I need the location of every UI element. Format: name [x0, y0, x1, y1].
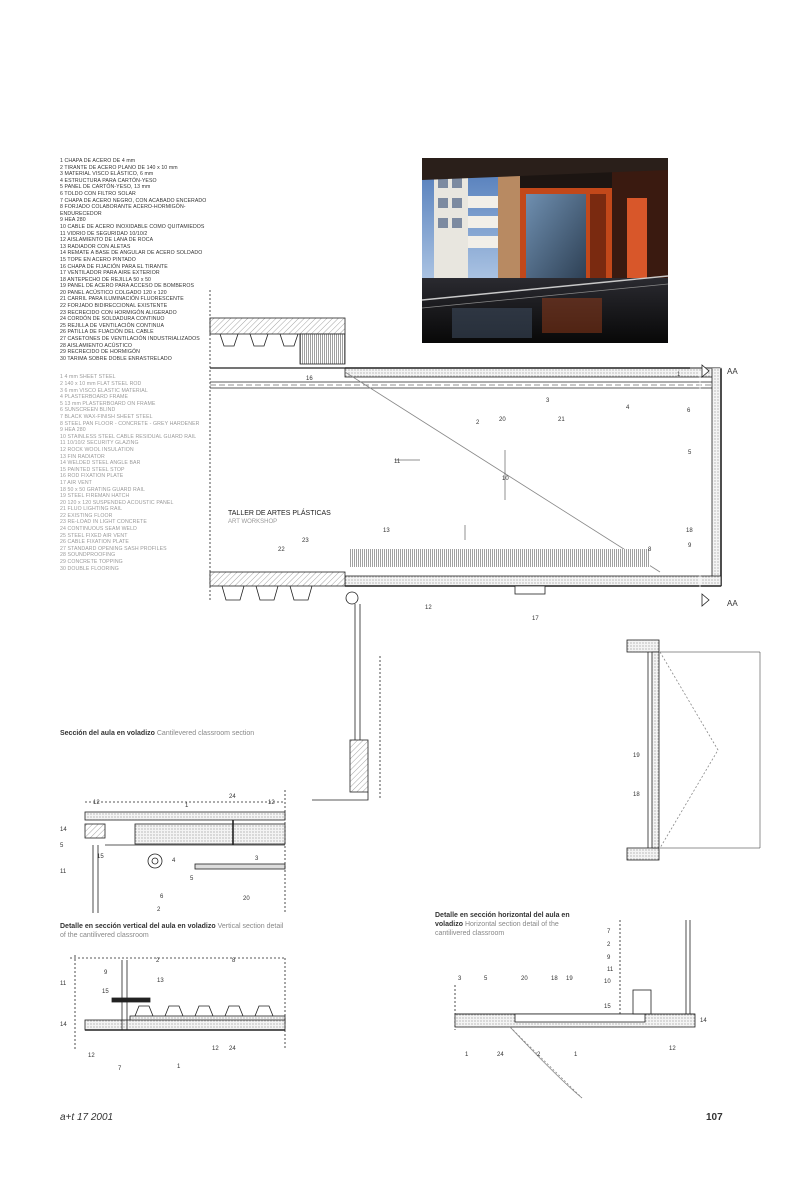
callout: 2: [537, 1052, 541, 1058]
callout: 15: [97, 854, 104, 860]
section-caption: [60, 729, 320, 738]
callout: 3: [255, 856, 259, 862]
legend-item: 27 CASETONES DE VENTILACIÓN INDUSTRIALIZADOS: [60, 336, 200, 343]
legend-item: 6 SUNSCREEN BLIND: [60, 407, 116, 414]
legend-item: 1 CHAPA DE ACERO DE 4 mm: [60, 158, 136, 164]
callout: 19: [566, 976, 573, 982]
callout: 24: [229, 794, 236, 800]
callout: 18: [633, 792, 640, 798]
callout: 10: [604, 979, 611, 985]
caption-spanish: Sección del aula en voladizo: [60, 730, 155, 737]
callout: 11: [60, 981, 67, 987]
section-mark-bottom: AA: [727, 599, 738, 608]
callout: 8: [648, 547, 652, 553]
callout: 2: [157, 907, 161, 913]
callout: 7: [118, 1066, 122, 1072]
legend-item: 17 AIR VENT: [60, 479, 92, 486]
callout: 1: [574, 1052, 578, 1058]
callout: 3: [458, 976, 462, 982]
callout: 12: [268, 800, 275, 806]
legend-item: 23 RE-LOAD IN LIGHT CONCRETE: [60, 519, 147, 526]
callout: 9: [104, 970, 108, 976]
legend-item: 29 RECRECIDO DE HORMIGÓN: [60, 349, 140, 356]
callout: 5: [190, 876, 194, 882]
callout: 18: [551, 976, 558, 982]
legend-item: 18 50 x 50 GRATING GUARD RAIL: [60, 486, 145, 493]
callout: 7: [607, 929, 611, 935]
callout: 21: [558, 417, 565, 423]
legend-item: 1 4 mm SHEET STEEL: [60, 374, 116, 381]
legend-item: 6 TOLDO CON FILTRO SOLAR: [60, 190, 136, 197]
legend-item: 30 TARIMA SOBRE DOBLE ENRASTRELADO: [60, 355, 172, 362]
caption-english: Vertical section detail of the cantilivered classroom: [60, 923, 284, 939]
callout: 8: [232, 958, 236, 964]
vertical-detail-2-labels: [60, 958, 236, 1072]
callout: 15: [604, 1004, 611, 1010]
legend-item: 4 ESTRUCTURA PARA CARTÓN-YESO: [60, 177, 157, 184]
callout: 1: [677, 372, 681, 378]
legend-item: 2 140 x 10 mm FLAT STEEL ROD: [60, 381, 142, 387]
callout: 12: [93, 800, 100, 806]
horizontal-detail-labels: [458, 929, 707, 1058]
legend-item: 22 FORJADO BIDIRECCIONAL EXISTENTE: [60, 303, 168, 310]
legend-item: 17 VENTILADOR PARA AIRE EXTERIOR: [60, 270, 160, 277]
section-mark-top: AA: [727, 367, 738, 376]
legend-item: 28 SOUNDPROOFING: [60, 552, 116, 559]
legend-item: 10 CABLE DE ACERO INOXIDABLE COMO QUITAMIEDOS: [60, 223, 205, 230]
caption-spanish: Detalle en sección horizontal del aula en voladizo: [435, 912, 570, 928]
legend-item: 24 CONTINUOUS SEAM WELD: [60, 526, 137, 533]
legend-item: 7 BLACK WAX-FINISH SHEET STEEL: [60, 413, 153, 420]
legend-item: 21 FLUO LIGHTING RAIL: [60, 506, 123, 513]
side-detail-labels: [633, 753, 640, 798]
callout: 2: [156, 958, 160, 964]
legend-item: 18 ANTEPECHO DE REJILLA 50 x 50: [60, 276, 152, 283]
legend-item: 5 13 mm PLASTERBOARD ON FRAME: [60, 400, 156, 407]
legend-item: 28 AISLAMIENTO ACÚSTICO: [60, 342, 132, 349]
legend-item: 13 FIN RADIATOR: [60, 453, 105, 460]
callout: 16: [306, 376, 313, 382]
callout: 3: [546, 398, 550, 404]
journal-footer: a+t 17 2001: [60, 1112, 114, 1123]
callout: 1: [185, 803, 189, 809]
legend-item: 25 REJILLA DE VENTILACIÓN CONTINUA: [60, 322, 165, 329]
legend-item: 14 REMATE A BASE DE ANGULAR DE ACERO SOLDADO: [60, 250, 203, 257]
legend-item: 23 RECRECIDO CON HORMIGÓN ALIGERADO: [60, 309, 177, 316]
legend-item: 21 CARRIL PARA ILUMINACIÓN FLUORESCENTE: [60, 296, 184, 303]
callout: 6: [160, 894, 164, 900]
horizontal-detail-drawing: [455, 920, 695, 1098]
callout: 24: [229, 1046, 236, 1052]
side-detail-drawing: [627, 640, 760, 860]
legend-item: 26 CABLE FIXATION PLATE: [60, 539, 129, 546]
legend-item: 12 AISLAMIENTO DE LANA DE ROCA: [60, 237, 154, 244]
legend-item: 4 PLASTERBOARD FRAME: [60, 394, 129, 401]
horizontal-detail-caption: [435, 911, 585, 938]
callout: 14: [700, 1018, 707, 1024]
vertical-detail-caption: [60, 922, 290, 940]
legend-item: 3 MATERIAL VISCO ELÁSTICO, 6 mm: [60, 171, 154, 178]
legend-item: 19 PANEL DE ACERO PARA ACCESO DE BOMBEROS: [60, 283, 195, 290]
callout: 5: [60, 843, 64, 849]
legend-item: 8 FORJADO COLABORANTE ACERO-HORMIGÓN-ENDURECEDOR: [60, 204, 186, 217]
legend-item: 15 PAINTED STEEL STOP: [60, 466, 125, 473]
callout: 12: [425, 605, 432, 611]
callout: 4: [172, 858, 176, 864]
callout: 9: [688, 543, 692, 549]
callout: 15: [102, 989, 109, 995]
callout: 1: [177, 1064, 181, 1070]
callout: 12: [669, 1046, 676, 1052]
legend-item: 20 PANEL ACÚSTICO COLGADO 120 x 120: [60, 289, 167, 296]
legend-item: 5 PANEL DE CARTÓN-YESO, 13 mm: [60, 184, 151, 191]
callout: 14: [60, 1022, 67, 1028]
legend-item: 2 TIRANTE DE ACERO PLANO DE 140 x 10 mm: [60, 164, 178, 171]
callout: 12: [212, 1046, 219, 1052]
callout: 24: [497, 1052, 504, 1058]
legend-item: 8 STEEL PAN FLOOR - CONCRETE - GREY HARDENER: [60, 420, 200, 427]
legend-item: 15 TOPE EN ACERO PINTADO: [60, 256, 136, 263]
callout: 2: [476, 420, 480, 426]
legend-item: 14 WELDED STEEL ANGLE BAR: [60, 460, 141, 467]
callout: 11: [394, 459, 401, 465]
callout: 18: [686, 528, 693, 534]
callout: 2: [607, 942, 611, 948]
legend-item: 22 EXISTING FLOOR: [60, 512, 113, 519]
callout: 10: [502, 476, 509, 482]
callout: 19: [633, 753, 640, 759]
legend-item: 19 STEEL FIREMAN HATCH: [60, 493, 130, 500]
legend-item: 16 ROD FIXATION PLATE: [60, 473, 124, 480]
callout: 20: [521, 976, 528, 982]
callout: 13: [157, 978, 164, 984]
caption-spanish: Detalle en sección vertical del aula en voladizo: [60, 923, 216, 930]
page-number: 107: [706, 1112, 723, 1123]
legend-item: 27 STANDARD OPENING SASH PROFILES: [60, 545, 167, 552]
legend-item: 25 STEEL FIXED AIR VENT: [60, 532, 128, 539]
callout: 5: [484, 976, 488, 982]
legend-item: 11 VIDRIO DE SEGURIDAD 10/10/2: [60, 230, 148, 237]
callout: 23: [302, 538, 309, 544]
callout: 4: [626, 405, 630, 411]
legend-item: 20 120 x 120 SUSPENDED ACOUSTIC PANEL: [60, 499, 174, 506]
callout: 13: [383, 528, 390, 534]
legend-item: 24 CORDÓN DE SOLDADURA CONTINUO: [60, 316, 165, 323]
callout: 12: [88, 1053, 95, 1059]
callout: 22: [278, 547, 285, 553]
callout: 14: [60, 827, 67, 833]
callout: 9: [607, 955, 611, 961]
legend-item: 12 ROCK WOOL INSULATION: [60, 446, 134, 453]
legend-item: 9 HEA 280: [60, 427, 86, 434]
callout: 17: [532, 616, 539, 622]
legend-item: 11 10/10/2 SECURITY GLAZING: [60, 440, 139, 447]
legend-item: 16 CHAPA DE FIJACIÓN PARA EL TIRANTE: [60, 263, 168, 270]
caption-english: Cantilevered classroom section: [156, 730, 255, 737]
caption-english: Horizontal section detail of the cantilivered classroom: [435, 921, 559, 937]
callout: 11: [60, 869, 67, 875]
legend-item: 29 CONCRETE TOPPING: [60, 559, 123, 566]
legend-item: 7 CHAPA DE ACERO NEGRO, CON ACABADO ENCERADO: [60, 197, 207, 204]
room-label-english: ART WORKSHOP: [228, 519, 278, 525]
legend-item: 9 HEA 280: [60, 217, 86, 224]
callout: 20: [243, 896, 250, 902]
callout: 11: [607, 967, 614, 973]
room-label: TALLER DE ARTES PLÁSTICAS: [228, 510, 331, 517]
legend-item: 26 PATILLA DE FIJACIÓN DEL CABLE: [60, 329, 154, 336]
legend-item: 13 RADIADOR CON ALETAS: [60, 243, 131, 250]
callout: 1: [465, 1052, 469, 1058]
legend-item: 3 6 mm VISCO ELASTIC MATERIAL: [60, 387, 148, 394]
legend-item: 10 STAINLESS STEEL CABLE RESIDUAL GUARD RAIL: [60, 433, 197, 440]
main-section-drawing: [210, 290, 800, 800]
callout: 6: [687, 408, 691, 414]
vertical-detail-2-drawing: [70, 955, 285, 1050]
callout: 20: [499, 417, 506, 423]
callout: 5: [688, 450, 692, 456]
legend-item: 30 DOUBLE FLOORING: [60, 565, 119, 572]
